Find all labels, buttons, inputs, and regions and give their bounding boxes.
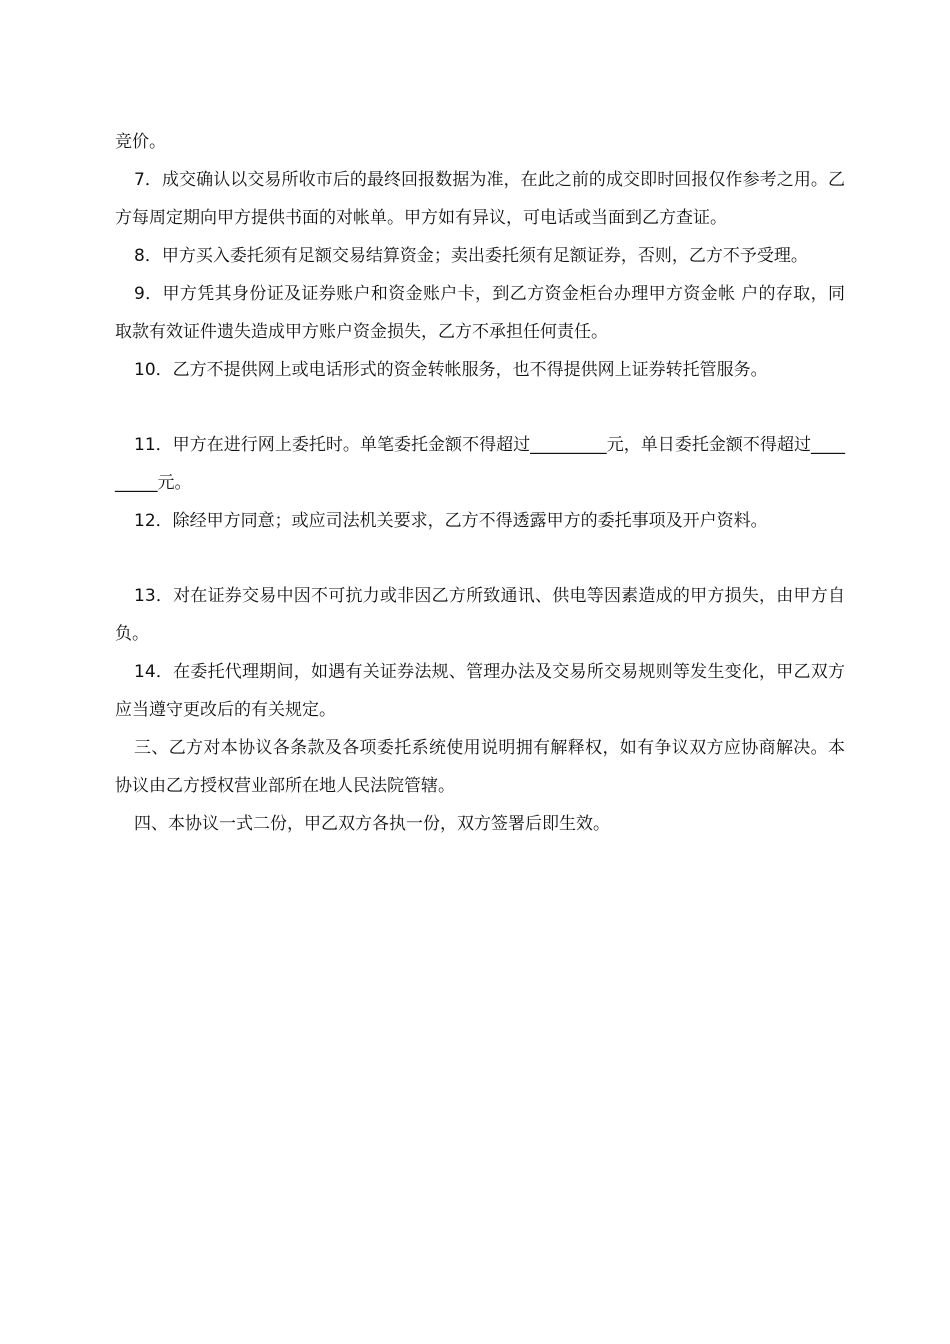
section-4: 四、本协议一式二份，甲乙双方各执一份，双方签署后即生效。 xyxy=(134,814,610,834)
paragraph-gap xyxy=(115,540,845,577)
clause-10: 10．乙方不提供网上或电话形式的资金转帐服务，也不得提供网上证券转托管服务。 xyxy=(134,360,768,380)
document-body xyxy=(115,123,845,843)
paragraph-continuation: 竞价。 xyxy=(115,132,166,152)
clause-8: 8．甲方买入委托须有足额交易结算资金；卖出委托须有足额证券，否则，乙方不予受理。 xyxy=(134,246,808,266)
clause-11: 11．甲方在进行网上委托时。单笔委托金额不得超过_________元，单日委托金额不得超过_________元。 xyxy=(115,435,845,493)
section-3: 三、乙方对本协议各条款及各项委托系统使用说明拥有解释权，如有争议双方应协商解决。本协议由乙方授权营业部所在地人民法院管辖。 xyxy=(115,738,845,796)
clause-14: 14．在委托代理期间，如遇有关证券法规、管理办法及交易所交易规则等发生变化，甲乙双方应当遵守更改后的有关规定。 xyxy=(115,662,845,720)
clause-13: 13．对在证券交易中因不可抗力或非因乙方所致通讯、供电等因素造成的甲方损失，由甲方自负。 xyxy=(115,586,845,644)
clause-7: 7．成交确认以交易所收市后的最终回报数据为准，在此之前的成交即时回报仅作参考之用。乙方每周定期向甲方提供书面的对帐单。甲方如有异议，可电话或当面到乙方查证。 xyxy=(115,170,845,228)
clause-9: 9．甲方凭其身份证及证券账户和资金账户卡，到乙方资金柜台办理甲方资金帐 户的存取，同取款有效证件遗失造成甲方账户资金损失，乙方不承担任何责任。 xyxy=(115,284,845,342)
clause-12: 12．除经甲方同意；或应司法机关要求，乙方不得透露甲方的委托事项及开户资料。 xyxy=(134,511,768,531)
paragraph-gap xyxy=(115,389,845,426)
